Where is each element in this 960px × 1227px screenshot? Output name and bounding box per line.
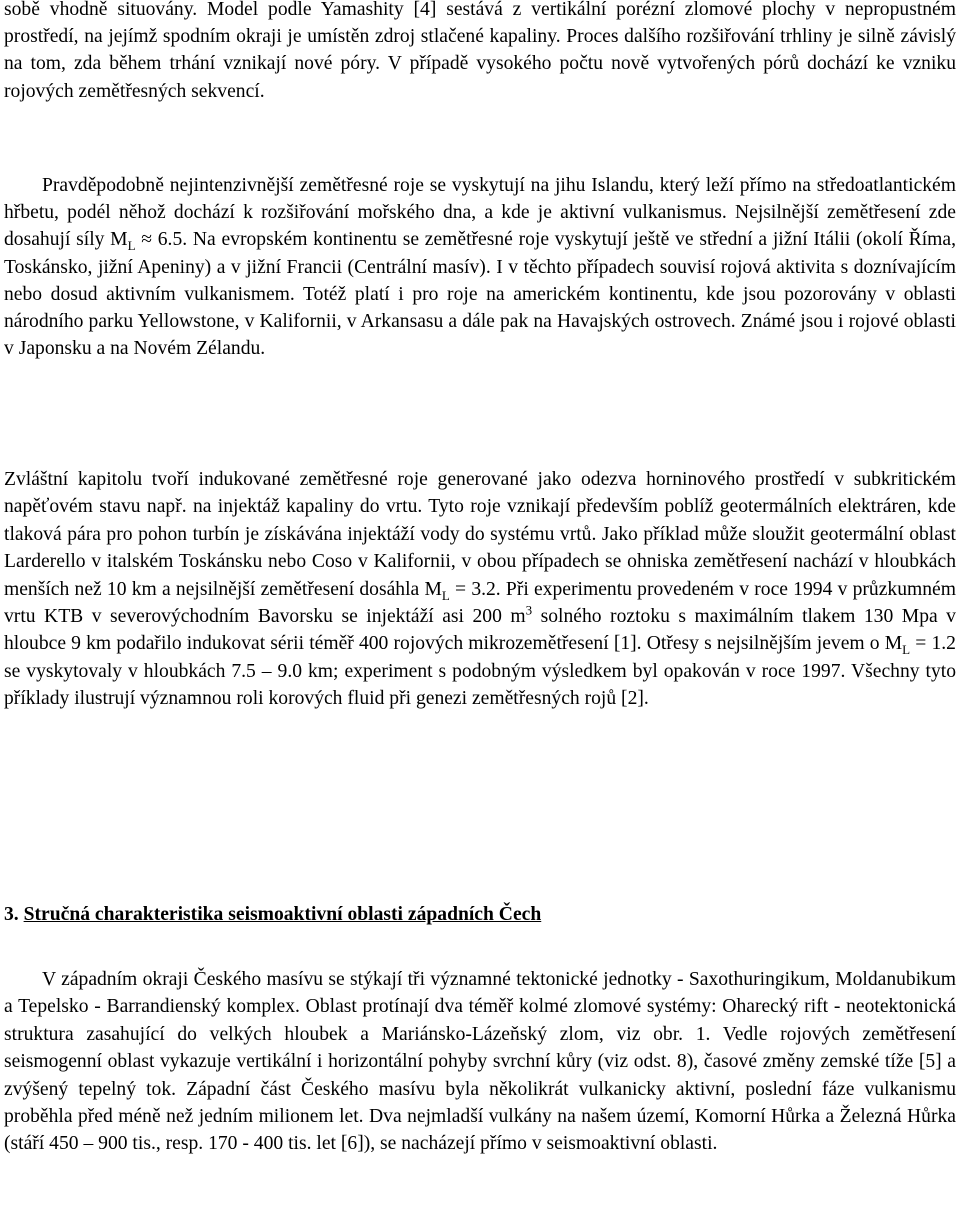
subscript-l: L xyxy=(127,238,136,254)
subscript-l: L xyxy=(441,587,450,603)
paragraph-yamashita-model: sobě vhodně situovány. Model podle Yamashity [4] sestává z vertikální porézní zlomové plochy v nepropustném prostředí, na jejímž spodním okraji je umístěn zdroj stlačené kapaliny. Proces dalšího rozšiřování trhliny je silně závislý na tom, zda během trhání vznikají nové póry. V případě vysokého počtu nově vytvořených pórů dochází ke vzniku rojových zemětřesných sekvencí. xyxy=(4,0,956,102)
approx-value: ≈ 6.5. xyxy=(135,229,188,251)
section-number: 3. xyxy=(4,904,19,925)
section-title: Stručná charakteristika seismoaktivní oblasti západních Čech xyxy=(23,904,542,925)
paragraph-iceland-swarms xyxy=(4,172,956,362)
paragraph-text: solného roztoku s maximálním tlakem 130 Mpa v hloubce 9 km podařilo indukovat sérii téměř 400 rojových mikrozemětřesení [1]. Otřesy s nejsilnějším jevem o M xyxy=(4,606,956,655)
paragraph-western-bohemia: V západním okraji Českého masívu se stýkají tři významné tektonické jednotky - Saxothuringikum, Moldanubikum a Tepelsko - Barrandienský komplex. Oblast protínají dva téměř kolmé zlomové systémy: Oharecký rift - neotektonická struktura zasahující do velkých hloubek a Mariánsko-Lázeňský zlom, viz obr. 1. Vedle rojových zemětřesení seismogenní oblast vykazuje vertikální i horizontální pohyby svrchní kůry (viz odst. 8), časové změny zemské tíže [5] a zvýšený tepelný tok. Západní část Českého masívu byla několikrát vulkanicky aktivní, poslední fáze vulkanismu proběhla před méně než jedním milionem let. Dva nejmladší vulkány na našem území, Komorní Hůrka a Železná Hůrka (stáří 450 – 900 tis., resp. 170 - 400 tis. let [6]), se nacházejí přímo v seismoaktivní oblasti. xyxy=(4,969,956,1155)
subscript-l: L xyxy=(902,642,911,658)
paragraph-text: Zvláštní kapitolu tvoří indukované zemětřesné roje generované jako odezva horninového prostředí v subkritickém napěťovém stavu např. na injektáž kapaliny do vrtu. Tyto roje vznikají především poblíž geotermálních elektráren, kde tlaková pára pro pohon turbín je získávána injektáží vody do systému vrtů. Jako příklad může sloužit geotermální oblast Larderello v italském Toskánsku nebo Coso v Kalifornii, v obou případech se ohniska zemětřesení nachází v hloubkách menších než 10 km a nejsilnější zemětřesení dosáhla M xyxy=(4,469,956,600)
superscript-3: 3 xyxy=(525,602,533,618)
paragraph-text: = 1.2 se vyskytovaly v hloubkách 7.5 – 9.0 km; experiment s podobným výsledkem byl opakován v roce 1997. Všechny tyto příklady ilustrují významnou roli korových fluid při genezi zemětřesných rojů [2]. xyxy=(4,633,956,710)
paragraph-induced-swarms xyxy=(4,466,956,713)
paragraph-text: = 3.2. Při experimentu provedeném v roce 1994 v průzkumném vrtu KTB v severovýchodním Bavorsku se injektáží asi 200 m xyxy=(4,578,956,628)
section-heading xyxy=(4,904,541,926)
paragraph-text: Na evropském kontinentu se zemětřesné roje vyskytují ještě ve střední a jižní Itálii (okolí Říma, Toskánsko, jižní Apeniny) a v jižní Francii (Centrální masív). I v těchto případech souvisí rojová aktivita s doznívajícím nebo dosud aktivním vulkanismem. Totéž platí i pro roje na americkém kontinentu, kde jsou pozorovány v oblasti národního parku Yellowstone, v Kalifornii, v Arkansasu a dále pak na Havajských ostrovech. Známé jsou i rojové oblasti v Japonsku a na Novém Zélandu. xyxy=(4,229,956,360)
paragraph-text: Pravděpodobně nejintenzivnější zemětřesné roje se vyskytují na jihu Islandu, který leží přímo na středoatlantickém hřbetu, podél něhož dochází k rozšiřování mořského dna, a kde je aktivní vulkanismus. Nejsilnější zemětřesení zde dosahují síly M xyxy=(4,175,956,251)
